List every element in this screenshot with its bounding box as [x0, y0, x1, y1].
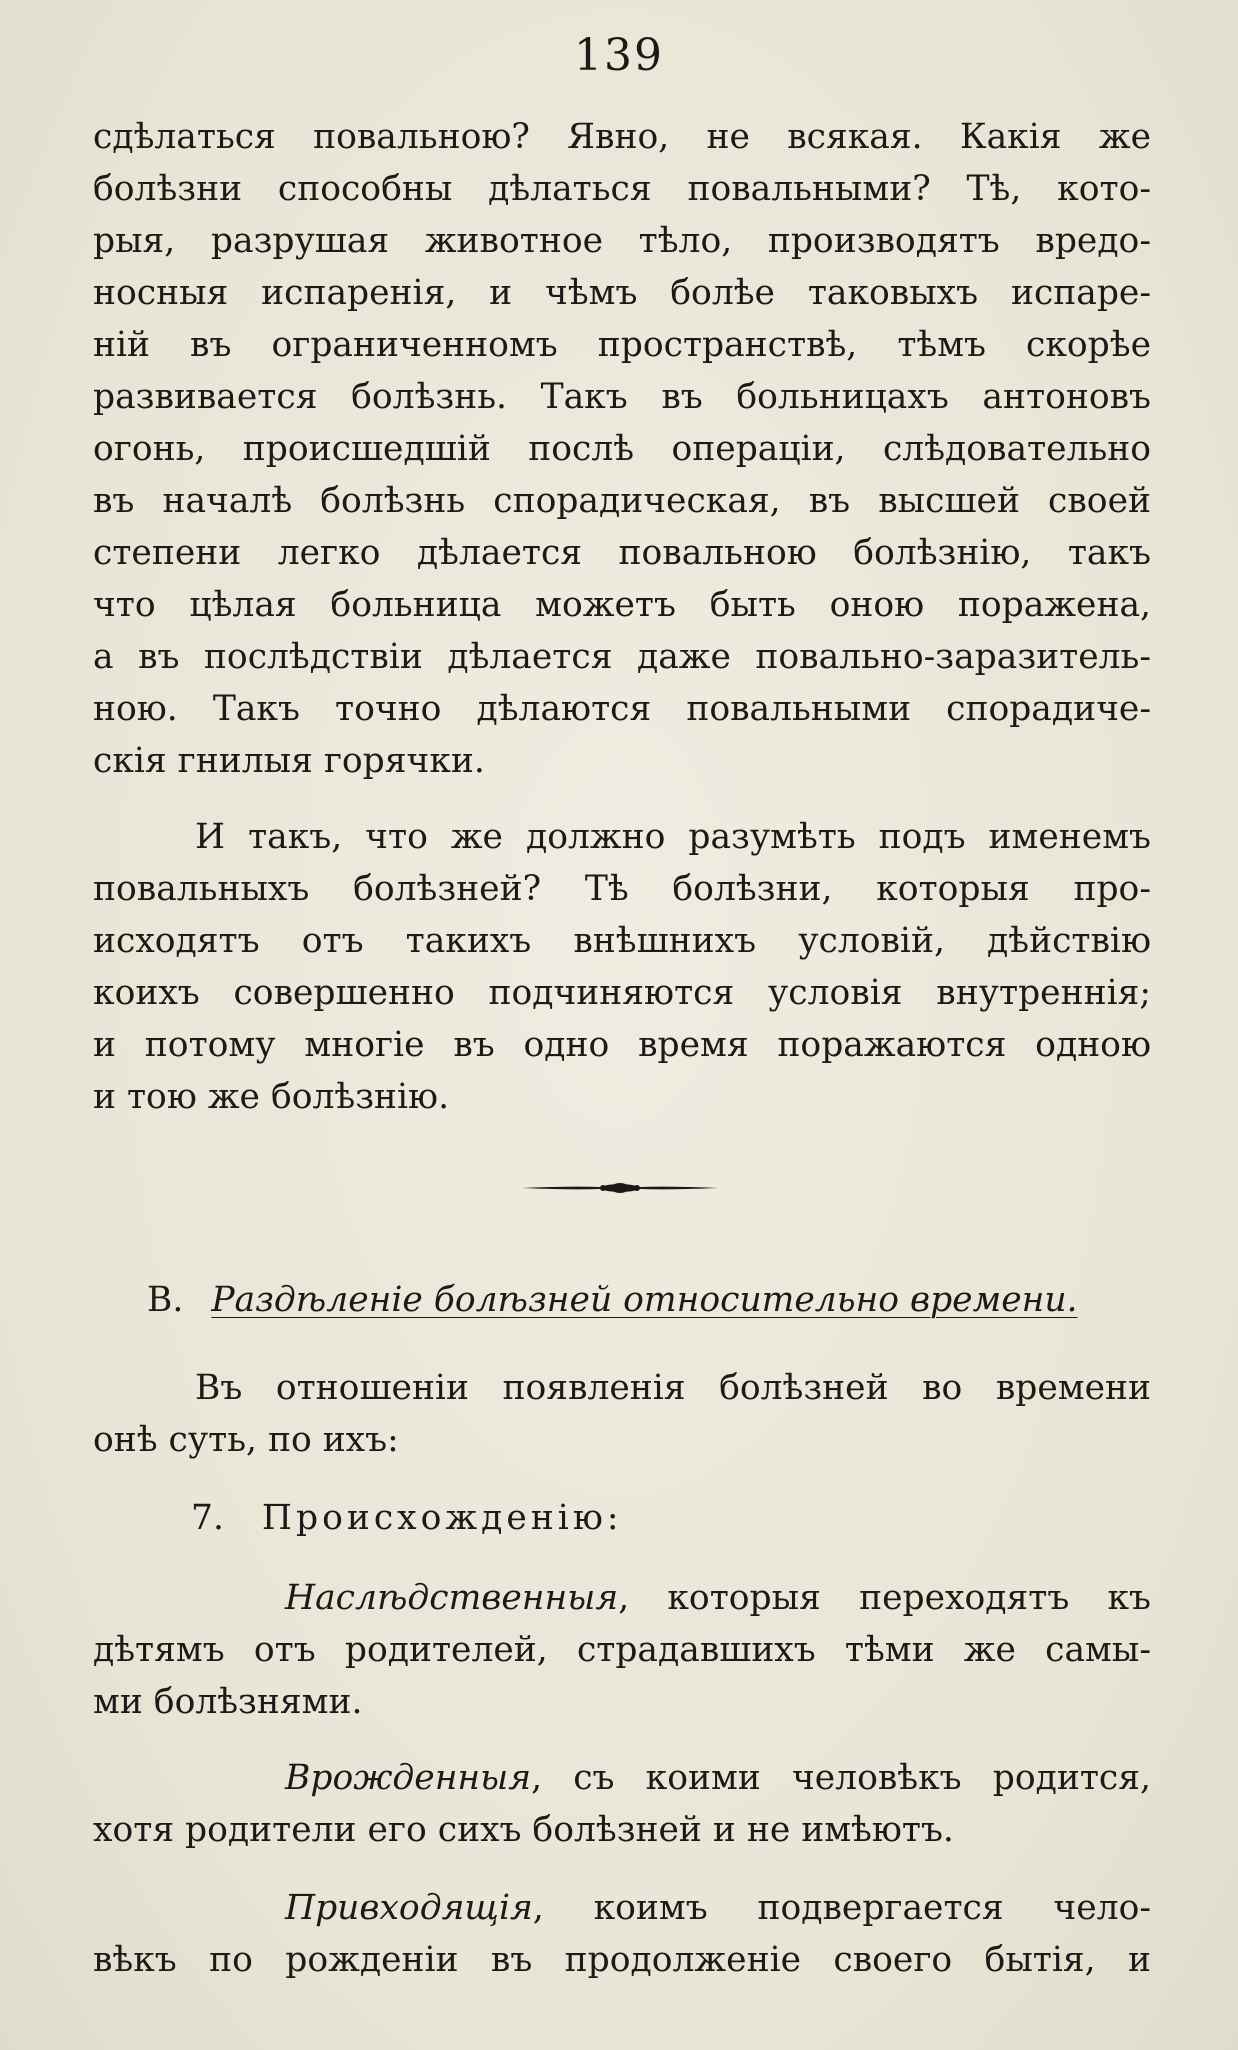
term-text: , коимъ подвергается чело-: [532, 1888, 1151, 1928]
text-line: что цѣлая больница можетъ быть оною поражена,: [93, 585, 1151, 625]
text-line: повальныхъ болѣзней? Тѣ болѣзни, которыя про-: [93, 869, 1151, 909]
text-line: ми болѣзнями.: [93, 1682, 363, 1722]
term: Врожденныя: [285, 1758, 532, 1798]
text-line: Въ отношеніи появленія болѣзней во времени: [195, 1368, 1151, 1408]
text-line: огонь, происшедшій послѣ операціи, слѣдовательно: [93, 429, 1151, 469]
ornament-divider: [520, 1177, 720, 1199]
text-line: болѣзни способны дѣлаться повальными? Тѣ, кото-: [93, 169, 1151, 209]
text-line: и потому многіе въ одно время поражаются одною: [93, 1025, 1151, 1065]
section-heading: [147, 1279, 1078, 1321]
text-line: сдѣлаться повальною? Явно, не всякая. Какія же: [93, 117, 1151, 157]
text-line: носныя испаренія, и чѣмъ болѣе таковыхъ испаре-: [93, 273, 1151, 313]
text-line: а въ послѣдствіи дѣлается даже повально-заразитель-: [93, 637, 1151, 677]
term: Привходящія: [285, 1888, 533, 1928]
subsection-heading: [191, 1497, 623, 1539]
text-line: исходятъ отъ такихъ внѣшнихъ условій, дѣйствію: [93, 921, 1151, 961]
text-line: [285, 1757, 1151, 1799]
text-line: и тою же болѣзнію.: [93, 1077, 450, 1117]
section-title: Раздѣленіе болѣзней относительно времени.: [211, 1280, 1078, 1320]
text-line: рыя, разрушая животное тѣло, производятъ вредо-: [93, 221, 1151, 261]
text-line: ною. Такъ точно дѣлаются повальными спорадиче-: [93, 689, 1151, 729]
text-line: коихъ совершенно подчиняются условія внутреннія;: [93, 973, 1151, 1013]
text-line: И такъ, что же должно разумѣть подъ именемъ: [195, 817, 1151, 857]
subsection-title: Происхожденію:: [261, 1498, 623, 1538]
text-line: [285, 1577, 1151, 1619]
section-letter: B.: [147, 1280, 184, 1320]
page-number: 139: [574, 30, 664, 81]
text-line: ній въ ограниченномъ пространствѣ, тѣмъ скорѣе: [93, 325, 1151, 365]
term-text: , которыя переходятъ къ: [618, 1578, 1151, 1618]
text-line: [285, 1887, 1151, 1929]
text-line: въ началѣ болѣзнь спорадическая, въ высшей своей: [93, 481, 1151, 521]
text-line: дѣтямъ отъ родителей, страдавшихъ тѣми же самы-: [93, 1630, 1151, 1670]
text-line: хотя родители его сихъ болѣзней и не имѣютъ.: [93, 1810, 954, 1850]
text-line: скія гнилыя горячки.: [93, 741, 485, 781]
text-line: онѣ суть, по ихъ:: [93, 1420, 399, 1460]
text-line: степени легко дѣлается повальною болѣзнію, такъ: [93, 533, 1151, 573]
text-line: развивается болѣзнь. Такъ въ больницахъ антоновъ: [93, 377, 1151, 417]
term-text: , съ коими человѣкъ родится,: [531, 1758, 1151, 1798]
text-line: вѣкъ по рожденіи въ продолженіе своего бытія, и: [93, 1940, 1151, 1980]
subsection-number: 7.: [191, 1498, 224, 1538]
term: Наслѣдственныя: [285, 1578, 619, 1618]
